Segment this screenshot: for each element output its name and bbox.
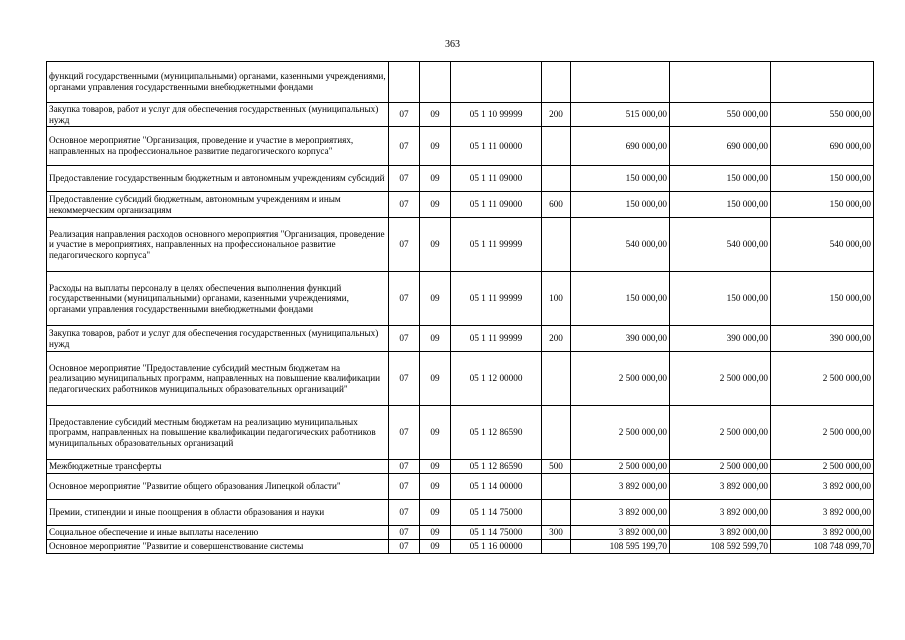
cell-amount-year-2: 108 592 599,70 [670,540,771,554]
cell-amount-year-1: 390 000,00 [571,326,670,352]
cell-section: 07 [389,540,420,554]
cell-subsection: 09 [420,326,451,352]
cell-expense-type: 600 [542,192,571,218]
cell-section: 07 [389,103,420,127]
cell-name: Предоставление субсидий местным бюджетам на реализацию муниципальных программ, направленных на повышение квалификации педагогических работников муниципальных образовательных организаций [47,406,389,460]
cell-amount-year-2: 2 500 000,00 [670,406,771,460]
cell-amount-year-1: 515 000,00 [571,103,670,127]
table-body [47,62,874,554]
cell-name: Премии, стипендии и иные поощрения в области образования и науки [47,500,389,526]
cell-target-article: 05 1 12 86590 [451,406,542,460]
cell-amount-year-1: 150 000,00 [571,166,670,192]
cell-target-article: 05 1 12 00000 [451,352,542,406]
cell-section: 07 [389,474,420,500]
cell-subsection: 09 [420,272,451,326]
cell-subsection: 09 [420,474,451,500]
cell-amount-year-1: 690 000,00 [571,127,670,166]
cell-section: 07 [389,460,420,474]
cell-target-article: 05 1 11 00000 [451,127,542,166]
cell-amount-year-2: 2 500 000,00 [670,352,771,406]
cell-amount-year-2: 3 892 000,00 [670,526,771,540]
cell-name: Основное мероприятие "Организация, проведение и участие в мероприятиях, направленных на профессиональное развитие педагогического корпуса" [47,127,389,166]
cell-expense-type: 200 [542,103,571,127]
cell-amount-year-2: 150 000,00 [670,272,771,326]
cell-amount-year-1: 540 000,00 [571,218,670,272]
cell-section: 07 [389,326,420,352]
table-row [47,127,874,166]
table-row [47,272,874,326]
cell-section: 07 [389,166,420,192]
cell-amount-year-2: 150 000,00 [670,166,771,192]
cell-target-article: 05 1 12 86590 [451,460,542,474]
cell-name: Предоставление государственным бюджетным и автономным учреждениям субсидий [47,166,389,192]
cell-amount-year-3: 3 892 000,00 [771,526,874,540]
cell-target-article: 05 1 14 75000 [451,500,542,526]
table-row [47,62,874,103]
cell-amount-year-1 [571,62,670,103]
cell-amount-year-2: 390 000,00 [670,326,771,352]
cell-amount-year-3: 540 000,00 [771,218,874,272]
table-row [47,500,874,526]
cell-expense-type [542,218,571,272]
cell-amount-year-2: 150 000,00 [670,192,771,218]
cell-section: 07 [389,500,420,526]
cell-subsection: 09 [420,192,451,218]
cell-amount-year-3: 550 000,00 [771,103,874,127]
cell-amount-year-3: 690 000,00 [771,127,874,166]
cell-amount-year-1: 150 000,00 [571,272,670,326]
cell-amount-year-2 [670,62,771,103]
table-row [47,474,874,500]
cell-subsection: 09 [420,406,451,460]
cell-amount-year-3: 2 500 000,00 [771,352,874,406]
cell-amount-year-3: 2 500 000,00 [771,406,874,460]
cell-section: 07 [389,406,420,460]
cell-expense-type: 300 [542,526,571,540]
cell-amount-year-1: 2 500 000,00 [571,460,670,474]
cell-expense-type [542,127,571,166]
cell-section: 07 [389,272,420,326]
cell-amount-year-3: 2 500 000,00 [771,460,874,474]
table-row [47,192,874,218]
cell-amount-year-2: 3 892 000,00 [670,474,771,500]
table-row [47,406,874,460]
budget-table [46,61,874,554]
table-row [47,540,874,554]
cell-subsection: 09 [420,218,451,272]
cell-section: 07 [389,218,420,272]
cell-expense-type: 200 [542,326,571,352]
cell-amount-year-3: 3 892 000,00 [771,500,874,526]
cell-target-article [451,62,542,103]
cell-expense-type [542,406,571,460]
cell-subsection: 09 [420,127,451,166]
cell-amount-year-3: 150 000,00 [771,166,874,192]
table-row [47,352,874,406]
cell-subsection: 09 [420,166,451,192]
cell-amount-year-3: 3 892 000,00 [771,474,874,500]
cell-name: Основное мероприятие "Предоставление субсидий местным бюджетам на реализацию муниципальных программ, направленных на повышение квалификации педагогических работников муниципальных образовательных организаций" [47,352,389,406]
cell-target-article: 05 1 11 09000 [451,192,542,218]
cell-section: 07 [389,526,420,540]
cell-amount-year-3: 390 000,00 [771,326,874,352]
cell-amount-year-1: 2 500 000,00 [571,406,670,460]
cell-expense-type [542,352,571,406]
cell-name: Предоставление субсидий бюджетным, автономным учреждениям и иным некоммерческим организациям [47,192,389,218]
cell-section [389,62,420,103]
cell-expense-type [542,166,571,192]
cell-amount-year-1: 3 892 000,00 [571,474,670,500]
table-row [47,103,874,127]
cell-name: Закупка товаров, работ и услуг для обеспечения государственных (муниципальных) нужд [47,326,389,352]
cell-name: Основное мероприятие "Развитие общего образования Липецкой области" [47,474,389,500]
cell-target-article: 05 1 10 99999 [451,103,542,127]
cell-subsection: 09 [420,352,451,406]
cell-name: Расходы на выплаты персоналу в целях обеспечения выполнения функций государственными (муниципальными) органами, казенными учреждениями, органами управления государственными внебюджетными фондами [47,272,389,326]
cell-name: Закупка товаров, работ и услуг для обеспечения государственных (муниципальных) нужд [47,103,389,127]
cell-name: Основное мероприятие "Развитие и совершенствование системы [47,540,389,554]
cell-amount-year-2: 3 892 000,00 [670,500,771,526]
cell-target-article: 05 1 11 99999 [451,272,542,326]
cell-target-article: 05 1 11 99999 [451,218,542,272]
cell-name: Социальное обеспечение и иные выплаты населению [47,526,389,540]
cell-subsection: 09 [420,500,451,526]
cell-subsection: 09 [420,460,451,474]
cell-amount-year-2: 550 000,00 [670,103,771,127]
cell-expense-type [542,474,571,500]
cell-amount-year-2: 690 000,00 [670,127,771,166]
table-row [47,218,874,272]
cell-section: 07 [389,352,420,406]
cell-amount-year-1: 2 500 000,00 [571,352,670,406]
cell-name: функций государственными (муниципальными) органами, казенными учреждениями, органами управления государственными внебюджетными фондами [47,62,389,103]
cell-amount-year-2: 540 000,00 [670,218,771,272]
cell-subsection: 09 [420,540,451,554]
cell-target-article: 05 1 14 75000 [451,526,542,540]
cell-amount-year-3: 150 000,00 [771,192,874,218]
cell-amount-year-3: 150 000,00 [771,272,874,326]
table-row [47,326,874,352]
cell-subsection: 09 [420,103,451,127]
cell-target-article: 05 1 14 00000 [451,474,542,500]
cell-name: Межбюджетные трансферты [47,460,389,474]
cell-amount-year-1: 3 892 000,00 [571,526,670,540]
cell-expense-type [542,62,571,103]
cell-expense-type: 500 [542,460,571,474]
table-row [47,526,874,540]
cell-target-article: 05 1 11 09000 [451,166,542,192]
cell-subsection [420,62,451,103]
cell-amount-year-1: 108 595 199,70 [571,540,670,554]
cell-target-article: 05 1 11 99999 [451,326,542,352]
cell-amount-year-3: 108 748 099,70 [771,540,874,554]
cell-expense-type [542,540,571,554]
page-number: 363 [445,39,460,50]
cell-name: Реализация направления расходов основного мероприятия "Организация, проведение и участие в мероприятиях, направленных на профессиональное развитие педагогического корпуса" [47,218,389,272]
cell-expense-type [542,500,571,526]
cell-target-article: 05 1 16 00000 [451,540,542,554]
cell-amount-year-1: 3 892 000,00 [571,500,670,526]
cell-amount-year-1: 150 000,00 [571,192,670,218]
cell-amount-year-2: 2 500 000,00 [670,460,771,474]
cell-section: 07 [389,192,420,218]
cell-subsection: 09 [420,526,451,540]
cell-section: 07 [389,127,420,166]
table-row [47,166,874,192]
table-row [47,460,874,474]
cell-expense-type: 100 [542,272,571,326]
cell-amount-year-3 [771,62,874,103]
